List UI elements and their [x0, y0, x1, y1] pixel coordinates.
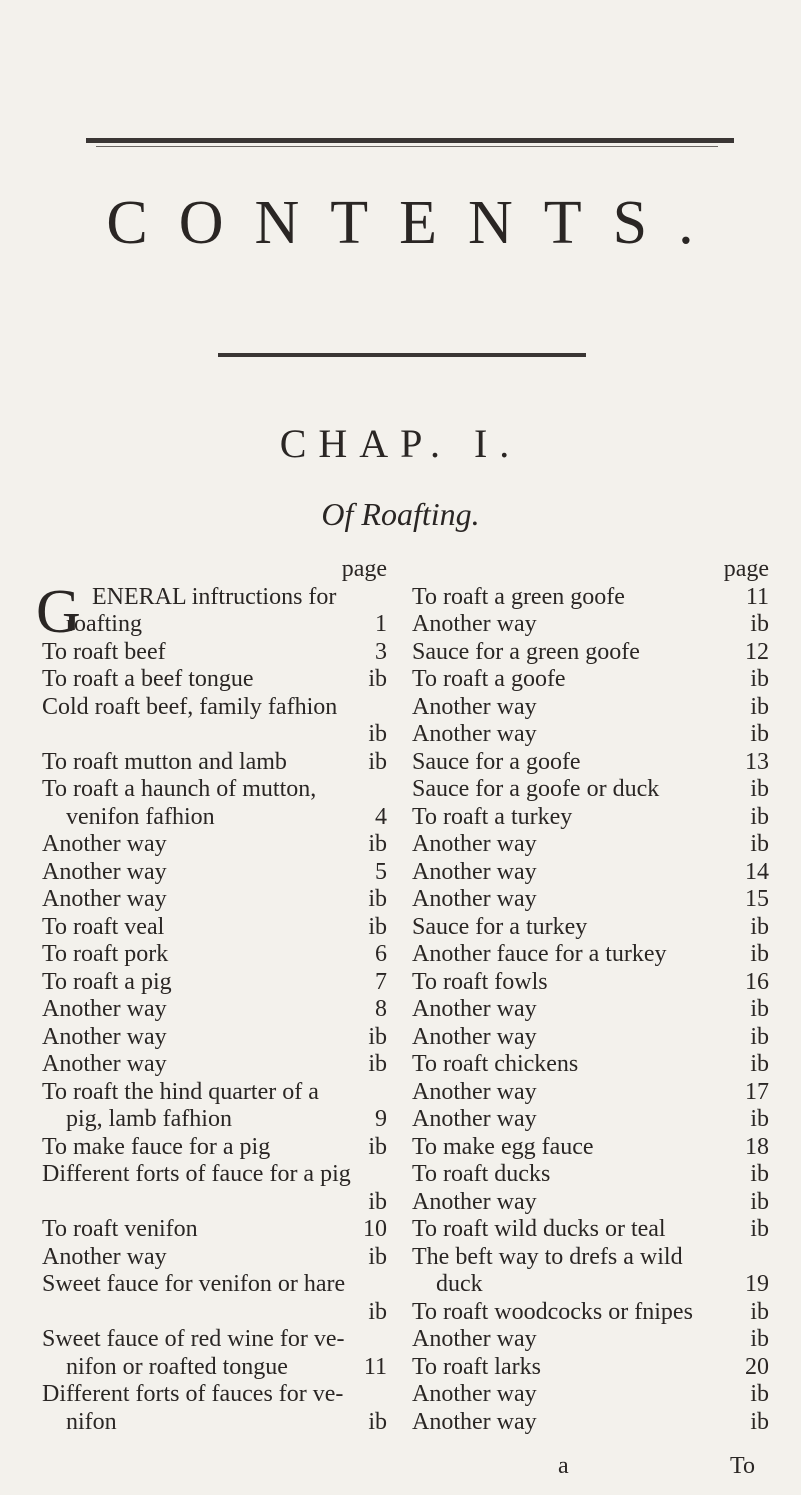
contents-entry: [412, 1051, 769, 1079]
entry-title: Sauce for a green goofe: [412, 638, 640, 665]
entry-page-number: ib: [368, 1298, 387, 1325]
entry-title: ENERAL inftructions for: [92, 583, 337, 610]
entry-title: To roaft beef: [42, 638, 166, 665]
middle-rule: [218, 353, 586, 357]
entry-page-number: 20: [745, 1353, 769, 1380]
contents-entry: [42, 776, 387, 804]
entry-title: Another way: [42, 996, 167, 1022]
entry-page-number: 7: [375, 968, 387, 995]
contents-entry: [412, 721, 769, 749]
entry-title: pig, lamb fafhion: [66, 1106, 232, 1132]
entry-page-number: 1: [375, 611, 387, 637]
contents-entry: [42, 1161, 387, 1189]
entry-page-number: ib: [368, 666, 387, 692]
contents-entry: [412, 611, 769, 639]
entry-title: Another way: [412, 1408, 537, 1435]
drop-capital: G: [36, 577, 81, 646]
entry-title: To roaft larks: [412, 1353, 541, 1380]
entry-title: Sauce for a goofe or duck: [412, 776, 660, 802]
top-thin-rule: [96, 146, 718, 147]
entry-title: Another way: [412, 721, 537, 747]
entry-page-number: ib: [750, 1106, 769, 1132]
contents-entry: [412, 1381, 769, 1409]
contents-entry: [412, 694, 769, 722]
contents-list-left: [36, 577, 387, 1437]
page-column-label: page: [341, 556, 387, 582]
contents-entry: [42, 1244, 387, 1272]
contents-entry: [42, 804, 387, 832]
entry-page-number: 9: [375, 1106, 387, 1132]
entry-page-number: 13: [745, 748, 769, 775]
entry-title: Another way: [42, 1243, 167, 1270]
entry-title: To roaft veal: [42, 913, 165, 940]
entry-page-number: 11: [363, 1353, 387, 1380]
contents-entry: [42, 1079, 387, 1107]
entry-title: To roaft a turkey: [412, 803, 573, 830]
entry-page-number: 8: [375, 996, 387, 1022]
contents-entry: [412, 1189, 769, 1217]
entry-title: To roaft fowls: [412, 968, 548, 995]
entry-title: Another way: [412, 831, 537, 857]
contents-entry: [42, 886, 387, 914]
entry-title: Another way: [412, 1326, 537, 1352]
contents-entry: [42, 996, 387, 1024]
entry-page-number: ib: [750, 1408, 769, 1435]
entry-title: Another way: [412, 996, 537, 1022]
entry-title: To roaft a beef tongue: [42, 666, 254, 692]
entry-page-number: ib: [750, 1051, 769, 1077]
contents-entry: [42, 749, 387, 777]
entry-page-number: ib: [750, 1023, 769, 1050]
entry-title: Another way: [412, 1188, 537, 1215]
contents-entry: [412, 804, 769, 832]
contents-entry: [42, 1216, 387, 1244]
entry-title: Different forts of fauce for a pig: [42, 1161, 351, 1187]
contents-entry: [42, 611, 387, 639]
entry-title: Sweet fauce for venifon or hare: [42, 1271, 346, 1297]
contents-list-right: [412, 584, 769, 1437]
contents-entry: [412, 859, 769, 887]
entry-page-number: ib: [750, 611, 769, 637]
contents-entry: [412, 996, 769, 1024]
contents-entry: [412, 969, 769, 997]
entry-title: Another way: [42, 1051, 167, 1077]
contents-entry: [412, 914, 769, 942]
entry-page-number: ib: [368, 721, 387, 747]
contents-entry: [42, 941, 387, 969]
entry-title: To roaft pork: [42, 941, 169, 967]
contents-entry: [42, 1024, 387, 1052]
contents-entry: [42, 1189, 387, 1217]
contents-entry: [42, 1409, 387, 1437]
contents-entry: [412, 1024, 769, 1052]
entry-page-number: ib: [750, 721, 769, 747]
entry-title: Sauce for a goofe: [412, 748, 581, 775]
signature-mark: a: [558, 1453, 569, 1479]
entry-page-number: ib: [750, 1298, 769, 1325]
entry-page-number: 17: [745, 1078, 769, 1105]
contents-entry: [412, 1326, 769, 1354]
entry-title: Another way: [412, 611, 537, 637]
entry-page-number: ib: [368, 831, 387, 857]
contents-entry: [412, 1271, 769, 1299]
entry-page-number: ib: [368, 1188, 387, 1215]
entry-page-number: ib: [750, 913, 769, 940]
contents-entry: [412, 1161, 769, 1189]
entry-title: Another way: [42, 831, 167, 857]
contents-column-left: [36, 556, 387, 1436]
entry-title: nifon or roafted tongue: [66, 1353, 288, 1380]
entry-page-number: 11: [745, 583, 769, 610]
entry-page-number: ib: [368, 913, 387, 940]
contents-entry: [42, 1326, 387, 1354]
entry-page-number: ib: [750, 1188, 769, 1215]
entry-title: Another fauce for a turkey: [412, 941, 667, 967]
contents-entry: [412, 666, 769, 694]
entry-title: Another way: [412, 1381, 537, 1407]
entry-title: roafting: [66, 611, 142, 637]
entry-page-number: ib: [750, 1161, 769, 1187]
contents-entry: [42, 914, 387, 942]
entry-title: nifon: [66, 1408, 117, 1435]
entry-page-number: ib: [750, 666, 769, 692]
entry-page-number: ib: [750, 776, 769, 802]
entry-title: To make fauce for a pig: [42, 1133, 271, 1160]
contents-entry: [42, 1299, 387, 1327]
entry-title: To roaft a pig: [42, 968, 172, 995]
entry-title: Another way: [412, 858, 537, 885]
entry-page-number: ib: [750, 1326, 769, 1352]
entry-page-number: 10: [363, 1216, 387, 1242]
entry-title: Sweet fauce of red wine for ve-: [42, 1326, 345, 1352]
contents-entry: [42, 1106, 387, 1134]
entry-title: To make egg fauce: [412, 1133, 594, 1160]
entry-page-number: 6: [375, 941, 387, 967]
entry-title: To roaft ducks: [412, 1161, 551, 1187]
entry-page-number: ib: [750, 1216, 769, 1242]
chapter-subtitle: Of Roafting.: [321, 496, 480, 532]
entry-title: Another way: [412, 1023, 537, 1050]
entry-title: To roaft mutton and lamb: [42, 748, 287, 775]
contents-entry: [412, 886, 769, 914]
contents-entry: [412, 584, 769, 612]
entry-title: To roaft a goofe: [412, 666, 566, 692]
contents-entry: [412, 831, 769, 859]
contents-column-right: [412, 556, 769, 1436]
entry-page-number: ib: [368, 1133, 387, 1160]
entry-page-number: ib: [368, 748, 387, 775]
entry-title: To roaft a green goofe: [412, 583, 625, 610]
entry-page-number: 18: [745, 1133, 769, 1160]
entry-page-number: 4: [375, 803, 387, 830]
contents-entry: [412, 941, 769, 969]
entry-title: Cold roaft beef, family fafhion: [42, 693, 338, 720]
entry-title: To roaft a haunch of mutton,: [42, 776, 317, 802]
contents-entry: [412, 1409, 769, 1437]
catchword: To: [730, 1453, 755, 1479]
entry-title: Another way: [42, 1023, 167, 1050]
entry-title: Another way: [412, 1106, 537, 1132]
entry-page-number: 14: [745, 858, 769, 885]
entry-page-number: ib: [750, 941, 769, 967]
page-title: CONTENTS.: [106, 189, 725, 257]
entry-page-number: ib: [750, 996, 769, 1022]
contents-entry: [42, 969, 387, 997]
entry-page-number: ib: [368, 1243, 387, 1270]
entry-page-number: ib: [750, 1381, 769, 1407]
entry-title: Another way: [412, 1078, 537, 1105]
entry-page-number: ib: [368, 1408, 387, 1435]
entry-title: Another way: [42, 886, 167, 912]
contents-entry: [412, 1106, 769, 1134]
entry-title: Another way: [412, 693, 537, 720]
entry-title: To roaft venifon: [42, 1216, 198, 1242]
contents-entry: [412, 1244, 769, 1272]
entry-title: To roaft the hind quarter of a: [42, 1078, 319, 1105]
entry-page-number: 16: [745, 968, 769, 995]
entry-page-number: ib: [750, 831, 769, 857]
contents-entry: [412, 1354, 769, 1382]
entry-title: To roaft wild ducks or teal: [412, 1216, 666, 1242]
entry-title: The beft way to drefs a wild: [412, 1243, 683, 1270]
entry-page-number: 3: [375, 638, 387, 665]
entry-page-number: 19: [745, 1271, 769, 1297]
entry-page-number: ib: [368, 1023, 387, 1050]
entry-title: Another way: [42, 858, 167, 885]
contents-entry: [412, 1216, 769, 1244]
entry-title: duck: [436, 1271, 483, 1297]
contents-entry: [42, 1354, 387, 1382]
contents-entry: [42, 694, 387, 722]
contents-entry: [42, 859, 387, 887]
entry-title: Sauce for a turkey: [412, 913, 588, 940]
entry-title: To roaft woodcocks or fnipes: [412, 1298, 693, 1325]
entry-title: To roaft chickens: [412, 1051, 579, 1077]
entry-page-number: 12: [745, 638, 769, 665]
entry-title: venifon fafhion: [66, 803, 215, 830]
entry-page-number: ib: [368, 886, 387, 912]
contents-entry: [42, 1271, 387, 1299]
top-double-rule: [86, 138, 734, 143]
contents-entry: [412, 1299, 769, 1327]
entry-page-number: ib: [750, 693, 769, 720]
contents-entry: [412, 749, 769, 777]
contents-entry: [42, 639, 387, 667]
contents-entry: [412, 1134, 769, 1162]
contents-entry: [42, 1051, 387, 1079]
contents-entry: [412, 639, 769, 667]
entry-page-number: 15: [745, 886, 769, 912]
contents-entry: [42, 666, 387, 694]
contents-entry: [42, 1381, 387, 1409]
page-column-label: page: [723, 556, 769, 582]
contents-entry: [412, 776, 769, 804]
entry-title: Different forts of fauces for ve-: [42, 1381, 344, 1407]
entry-page-number: 5: [375, 858, 387, 885]
contents-entry: [42, 721, 387, 749]
contents-entry: [412, 1079, 769, 1107]
entry-page-number: ib: [750, 803, 769, 830]
entry-page-number: ib: [368, 1051, 387, 1077]
entry-title: Another way: [412, 886, 537, 912]
chapter-heading: CHAP. I.: [279, 421, 522, 466]
contents-entry: [42, 1134, 387, 1162]
contents-entry: [42, 831, 387, 859]
